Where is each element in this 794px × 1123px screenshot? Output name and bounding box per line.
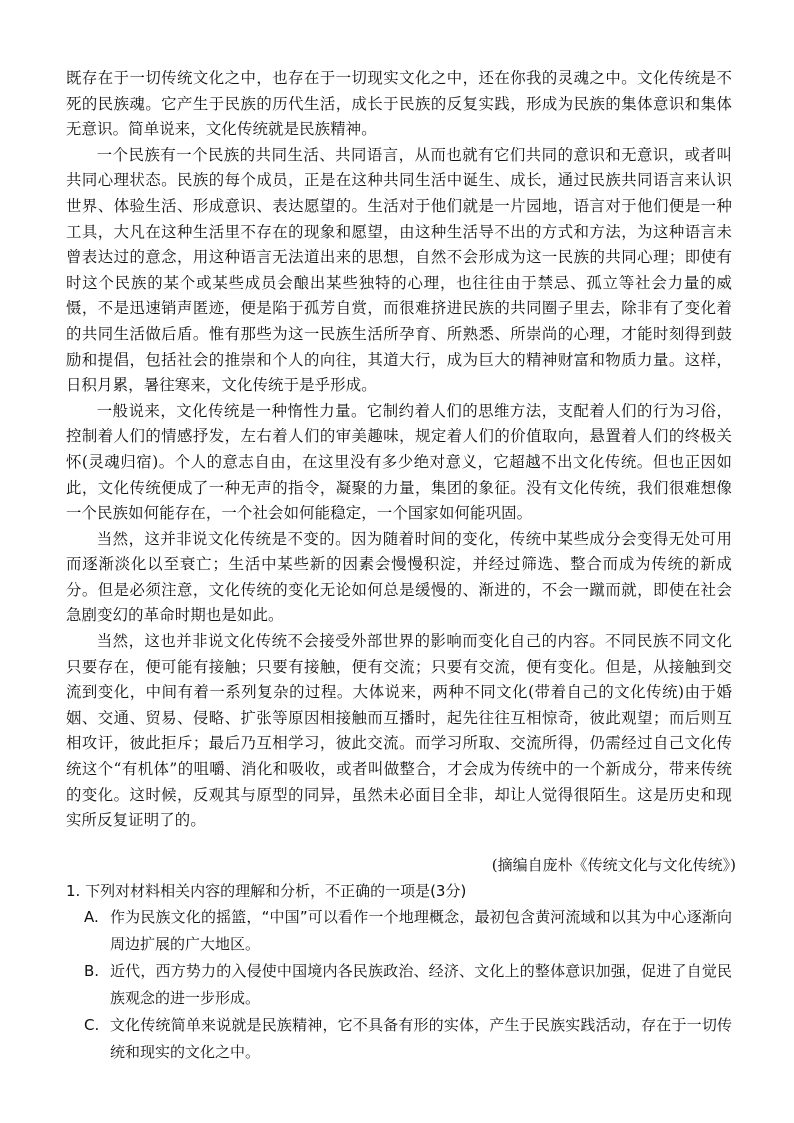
option-b-text: 近代，西方势力的入侵使中国境内各民族政治、经济、文化上的整体意识加强，促进了自觉民族观念的进一步形成。 (110, 962, 732, 1007)
option-b-letter: B. (84, 962, 100, 980)
reading-passage (66, 66, 732, 834)
option-c[interactable] (84, 1012, 732, 1066)
question-1 (66, 878, 732, 1066)
option-b[interactable] (84, 958, 732, 1012)
option-a[interactable] (84, 904, 732, 958)
question-stem: 1. 下列对材料相关内容的理解和分析，不正确的一项是(3分) (66, 882, 467, 900)
passage-paragraph-1: 既存在于一切传统文化之中，也存在于一切现实文化之中，还在你我的灵魂之中。文化传统是不死的民族魂。它产生于民族的历代生活，成长于民族的反复实践，形成为民族的集体意识和集体无意识。简单说来，文化传统就是民族精神。 (66, 69, 732, 139)
answer-options (66, 904, 732, 1066)
source-citation: (摘编自庞朴《传统文化与文化传统》) (491, 856, 736, 874)
option-c-text: 文化传统简单来说就是民族精神，它不具备有形的实体，产生于民族实践活动，存在于一切传统和现实的文化之中。 (110, 1016, 732, 1061)
passage-paragraph-2: 一个民族有一个民族的共同生活、共同语言，从而也就有它们共同的意识和无意识，或者叫共同心理状态。民族的每个成员，正是在这种共同生活中诞生、成长，通过民族共同语言来认识世界、体验生活、形成意识、表达愿望的。生活对于他们就是一片园地，语言对于他们便是一种工具，大凡在这种生活里不存在的现象和愿望，由这种生活导不出的方式和方法，为这种语言未曾表达过的意念，用这种语言无法道出来的思想，自然不会形成为这一民族的共同心理；即使有时这个民族的某个或某些成员会酿出某些独特的心理，也往往由于禁忌、孤立等社会力量的威慑，不是迅速销声匿迹，便是陷于孤芳自赏，而很难挤进民族的共同圈子里去，除非有了变化着的共同生活做后盾。惟有那些为这一民族生活所孕育、所熟悉、所崇尚的心理，才能时刻得到鼓励和提倡，包括社会的推崇和个人的向往，其道大行，成为巨大的精神财富和物质力量。这样，日积月累，暑往寒来，文化传统于是乎形成。 (66, 145, 732, 395)
option-a-text: 作为民族文化的摇篮，“中国”可以看作一个地理概念，最初包含黄河流域和以其为中心逐渐向周边扩展的广大地区。 (110, 908, 732, 953)
option-c-letter: C. (84, 1016, 100, 1034)
passage-paragraph-4: 当然，这并非说文化传统是不变的。因为随着时间的变化，传统中某些成分会变得无处可用而逐渐淡化以至衰亡；生活中某些新的因素会慢慢积淀，并经过筛选、整合而成为传统的新成分。但是必须注意，文化传统的变化无论如何总是缓慢的、渐进的，不会一蹴而就，即使在社会急剧变幻的革命时期也是如此。 (66, 529, 732, 625)
passage-paragraph-5: 当然，这也并非说文化传统不会接受外部世界的影响而变化自己的内容。不同民族不同文化只要存在，便可能有接触；只要有接触，便有交流；只要有交流，便有变化。但是，从接触到交流到变化，中间有着一系列复杂的过程。大体说来，两种不同文化(带着自己的文化传统)由于婚姻、交通、贸易、侵略、扩张等原因相接触而互播时，起先往往互相惊奇，彼此观望；而后则互相攻讦，彼此拒斥；最后乃互相学习，彼此交流。而学习所取、交流所得，仍需经过自己文化传统这个“有机体”的咀嚼、消化和吸收，或者叫做整合，才会成为传统中的一个新成分，带来传统的变化。这时候，反观其与原型的同异，虽然未必面目全非，却让人觉得很陌生。这是历史和现实所反复证明了的。 (66, 632, 732, 830)
passage-paragraph-3: 一般说来，文化传统是一种惰性力量。它制约着人们的思维方法，支配着人们的行为习俗，控制着人们的情感抒发，左右着人们的审美趣味，规定着人们的价值取向，悬置着人们的终极关怀(灵魂归宿)。个人的意志自由，在这里没有多少绝对意义，它超越不出文化传统。但也正因如此，文化传统便成了一种无声的指令，凝聚的力量，集团的象征。没有文化传统，我们很难想像一个民族如何能存在，一个社会如何能稳定，一个国家如何能巩固。 (66, 401, 732, 523)
option-a-letter: A. (84, 908, 99, 926)
